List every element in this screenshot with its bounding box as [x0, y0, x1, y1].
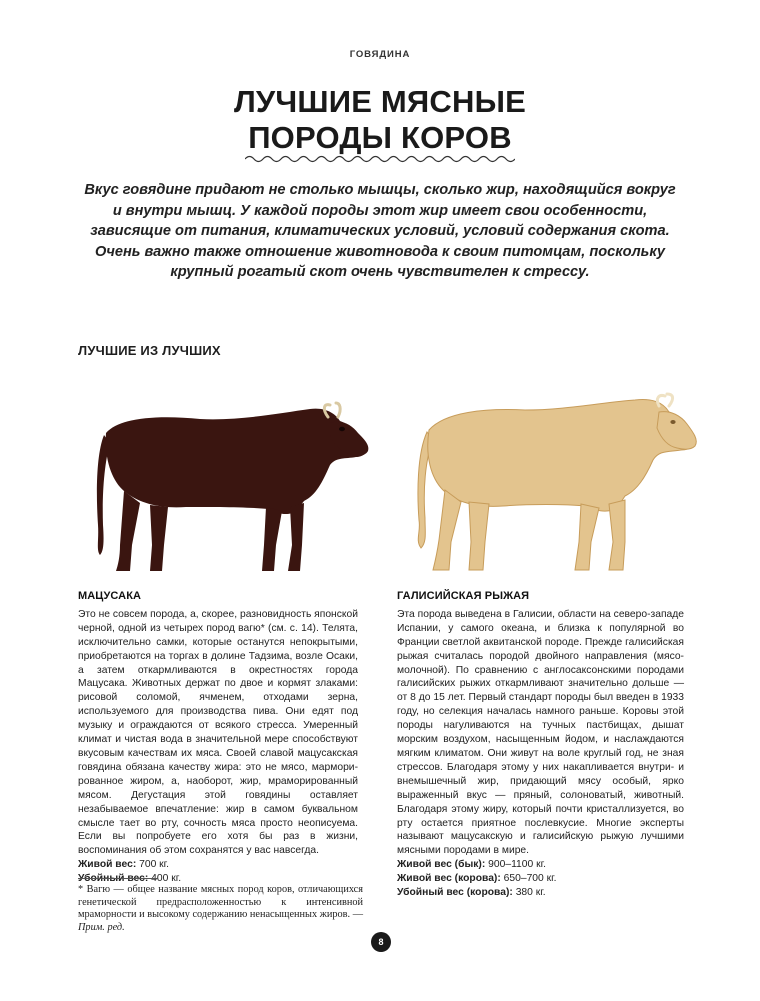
stat-label: Живой вес (бык):: [397, 859, 486, 871]
stat-value: 380 кг.: [515, 887, 546, 899]
breed-matsusaka: [78, 590, 358, 886]
stat-label: Убойный вес (корова):: [397, 887, 513, 899]
stat-label: Убойный вес:: [78, 873, 149, 885]
breed-stat: [397, 872, 684, 886]
galician-cow-illustration: [405, 390, 700, 580]
intro-text: Вкус говядине придают не столько мышцы, сколько жир, находящийся вокруг и внутри мышц. У каждой породы этот жир имеет свои особенности, зависящие от питания, климатических условий, условий содержания скота. Очень важно также отношение животновода к своим питомцам, поскольку крупный рогатый скот очень чувствителен к стрессу.: [84, 182, 676, 280]
breed-stat: [397, 886, 684, 900]
wavy-divider: [245, 154, 515, 164]
stat-value: 700 кг.: [139, 859, 170, 871]
page-number: 8: [371, 932, 391, 952]
page-title: [0, 84, 760, 156]
breed-stat: [397, 858, 684, 872]
stat-value: 900–1100 кг.: [488, 859, 546, 871]
breed-description: Это не совсем порода, а, скорее, разновидность японской черной, одной из четырех пород вагю* (см. с. 14). Телята, исключительно самки, которые останутся непокрытыми, приобретаются на торгах в долине Тадзима, возле Осаки, а затем откармливаются в окрестностях города Мацусака. Животных держат по двое и кормят злаками: рисовой соломой, ячменем, отходами зерна, используемого для производства пива. Они едят под музыку и ограждаются от всякого стресса. Умеренный климат и чистая вода в значительной мере способствуют вкусовым качествам их мяса. Своей славой мацусакская говядина обязана качеству жира: это не мясо, марморированное жиром, а, наоборот, жир, мраморированный мясом. Дегустация этой говядины оставляет незабываемое впечатление: жир в самом буквальном смысле тает во рту, сочность мяса просто неописуема. Если вы попробуете его хотя бы раз в жизни, воспоминания об этом сохранятся у вас навсегда.: [78, 608, 358, 857]
breed-stat: [78, 858, 358, 872]
breed-galician-blond: [397, 590, 684, 900]
breed-description: Эта порода выведена в Галисии, области на северо-западе Испании, у самого океана, и близка к популярной во Франции светлой аквитанской породе. Прежде галисийская рыжая считалась породой двойного направления (мясо-молочной). По сравнению с англосаксонскими породами галисийских рыжих откармливают значительно дольше — от 8 до 15 лет. Первый стандарт породы был введен в 1933 году, но селекция началась намного раньше. Коровы этой породы нагуливаются на тучных пастбищах, дышат морским воздухом, насыщенным йодом, и наслаждаются мягким климатом. Они живут на воле круглый год, не зная стрессов. Благодаря этому у них накапливается внутри- и внемышечный жир, придающий мясу особый, ярко выраженный вкус — пряный, солоноватый, животный. Благодаря этому жиру, который почти кристаллизуется, во рту остается приятное послевкусие. Многие эксперты называют мацусакскую и галисийскую рыжую лучшими мясными породами в мире.: [397, 608, 684, 857]
breed-name: МАЦУСАКА: [78, 590, 142, 602]
page-title-line-1: ЛУЧШИЕ МЯСНЫЕ: [233, 84, 527, 119]
footnote-rule: [78, 878, 158, 879]
section-label: ГОВЯДИНА: [349, 49, 411, 60]
stat-value: 650–700 кг.: [503, 873, 557, 885]
footnote: [78, 884, 363, 934]
breed-name: ГАЛИСИЙСКАЯ РЫЖАЯ: [397, 590, 530, 602]
footnote-text: * Вагю — общее название мясных пород коров, отличающихся генетической предрасположенностью к интенсивной мраморности и высокому содержанию ненасыщенных жиров. —: [78, 884, 363, 921]
footnote-editor-note: Прим. ред.: [78, 921, 125, 933]
stat-label: Живой вес:: [78, 859, 137, 871]
stat-value: 400 кг.: [151, 873, 182, 885]
stat-label: Живой вес (корова):: [397, 873, 501, 885]
subheading: ЛУЧШИЕ ИЗ ЛУЧШИХ: [78, 343, 221, 358]
matsusaka-cow-illustration: [90, 395, 375, 580]
page-title-line-2: ПОРОДЫ КОРОВ: [248, 120, 512, 155]
